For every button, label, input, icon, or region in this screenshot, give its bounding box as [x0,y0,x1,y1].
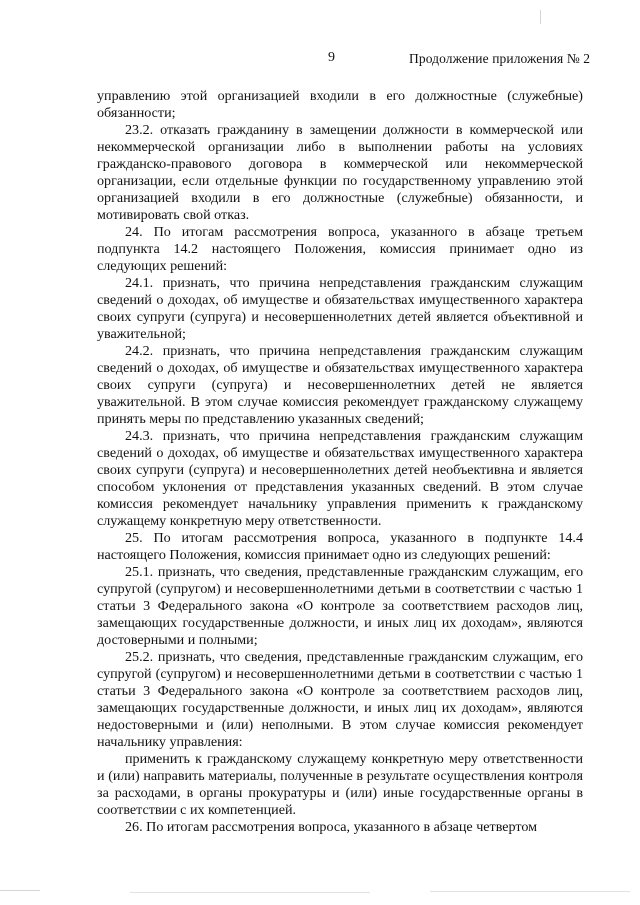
appendix-header: Продолжение приложения № 2 [409,51,591,66]
scan-artifact [540,10,541,24]
paragraph: 24.1. признать, что причина непредставления гражданским служащим сведений о доходах, об имуществе и обязательствах имущественного характера своих супруги (супруга) и несовершеннолетних детей является объективной и уважительной; [97,275,583,342]
scan-artifact [130,892,370,893]
paragraph: 24.2. признать, что причина непредставления гражданским служащим сведений о доходах, об имуществе и обязательствах имущественного характера своих супруги (супруга) и несовершеннолетних детей не является уважительной. В этом случае комиссия рекомендует гражданскому служащему принять меры по представлению указанных сведений; [97,343,583,427]
paragraph: 23.2. отказать гражданину в замещении должности в коммерческой или некоммерческой организации либо в выполнении работы на условиях гражданско-правового договора в коммерческой или некоммерческой организации, если отдельные функции по государственному управлению этой организацией входили в его должностные (служебные) обязанности, и мотивировать свой отказ. [97,122,583,223]
paragraph: 25.1. признать, что сведения, представленные гражданским служащим, его супругой (супругом) и несовершеннолетними детьми в соответствии с частью 1 статьи 3 Федерального закона «О контроле за соответствием расходов лиц, замещающих государственные должности, и иных лиц их доходам», являются достоверными и полными; [97,564,583,648]
paragraph: управлению этой организацией входили в его должностные (служебные) обязанности; [97,88,583,121]
paragraph: 24. По итогам рассмотрения вопроса, указанного в абзаце третьем подпункта 14.2 настоящего Положения, комиссия принимает одно из следующих решений: [97,224,583,274]
paragraph: применить к гражданскому служащему конкретную меру ответственности и (или) направить материалы, полученные в результате осуществления контроля за расходами, в органы прокуратуры и (или) иные государственные органы в соответствии с их компетенцией. [97,751,583,818]
document-body [97,88,583,836]
scan-artifact [0,890,40,891]
page-number: 9 [328,50,335,65]
paragraph: 26. По итогам рассмотрения вопроса, указанного в абзаце четвертом [125,819,538,835]
scan-artifact [430,891,630,892]
paragraph: 25.2. признать, что сведения, представленные гражданским служащим, его супругой (супругом) и несовершеннолетними детьми в соответствии с частью 1 статьи 3 Федерального закона «О контроле за соответствием расходов лиц, замещающих государственные должности, и иных лиц их доходам», являются недостоверными и (или) неполными. В этом случае комиссия рекомендует начальнику управления: [97,649,583,750]
paragraph: 24.3. признать, что причина непредставления гражданским служащим сведений о доходах, об имуществе и обязательствах имущественного характера своих супруги (супруга) и несовершеннолетних детей необъективна и является способом уклонения от представления указанных сведений. В этом случае комиссия рекомендует начальнику управления применить к гражданскому служащему конкретную меру ответственности. [97,428,583,529]
paragraph: 25. По итогам рассмотрения вопроса, указанного в подпункте 14.4 настоящего Положения, комиссия принимает одно из следующих решений: [97,530,583,563]
